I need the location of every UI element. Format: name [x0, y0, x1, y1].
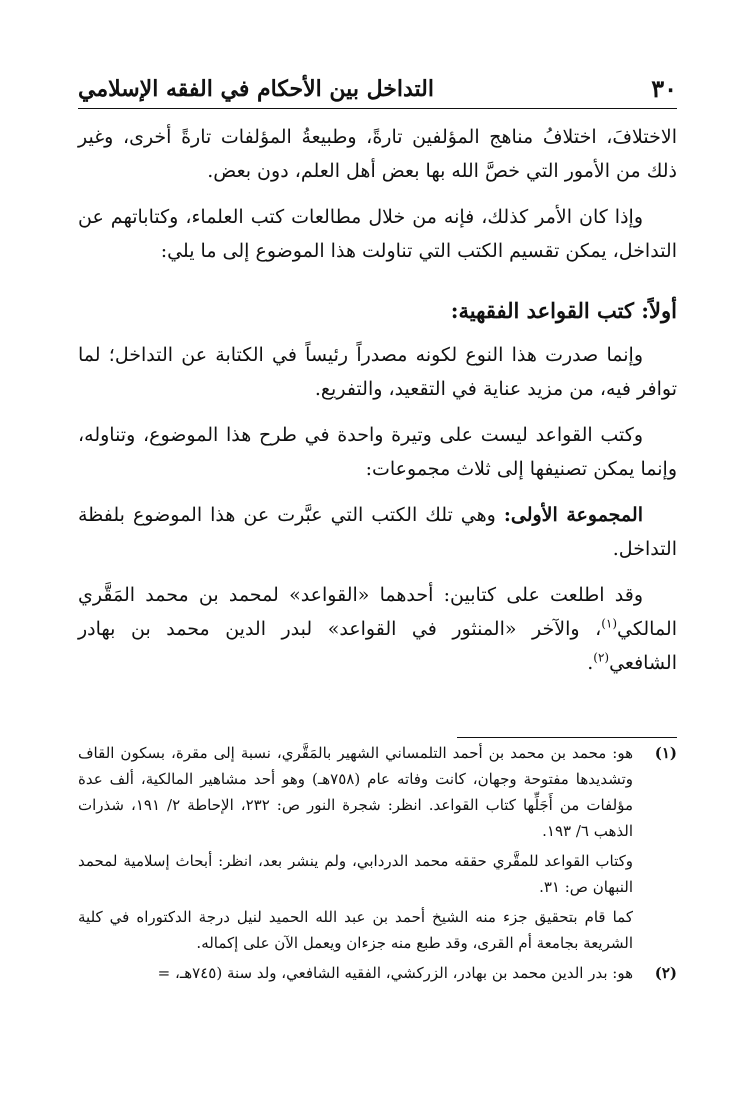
paragraph-2: وإذا كان الأمر كذلك، فإنه من خلال مطالعات كتب العلماء، وكتاباتهم عن التداخل، يمكن تقسيم الكتب التي تناولت هذا الموضوع إلى ما يلي:: [78, 206, 677, 262]
paragraph-6-part-a: وقد اطلعت على كتابين: أحدهما «القواعد» لمحمد بن محمد المَقَّري المالكي: [78, 584, 677, 640]
footnote-1-number: (١): [654, 744, 677, 762]
footnote-1: [78, 740, 677, 844]
group-label: المجموعة الأولى:: [503, 504, 643, 526]
running-title: التداخل بين الأحكام في الفقه الإسلامي: [78, 76, 434, 102]
footnote-1-continuation-1: وكتاب القواعد للمقَّري حققه محمد الدردابي، ولم ينشر بعد، انظر: أبحاث إسلامية لمحمد النبهان ص: ٣١.: [78, 852, 633, 896]
paragraph-4: وكتب القواعد ليست على وتيرة واحدة في طرح هذا الموضوع، وتناوله، وإنما يمكن تصنيفها إلى ثلاث مجموعات:: [78, 424, 677, 480]
paragraph-6: [78, 578, 677, 680]
footnote-2: [78, 960, 677, 986]
footnote-2-number: (٢): [654, 964, 677, 982]
page-header: [78, 68, 677, 108]
paragraph-6-part-b: ، والآخر «المنثور في القواعد» لبدر الدين محمد بن بهادر الشافعي: [78, 618, 677, 674]
footnote-2-text: هو: بدر الدين محمد بن بهادر، الزركشي، الفقيه الشافعي، ولد سنة (٧٤٥هـ، =: [157, 964, 633, 982]
footnote-1-continuation-2: كما قام بتحقيق جزء منه الشيخ أحمد بن عبد الله الحميد لنيل درجة الدكتوراه في كلية الشريعة بجامعة أم القرى، وقد طبع منه جزءان ويعمل الآن على إكماله.: [78, 908, 633, 952]
footnote-separator: [457, 737, 677, 738]
page-number: ٣٠: [651, 74, 677, 103]
footnote-1-text: هو: محمد بن محمد بن أحمد التلمساني الشهير بالمَقَّري، نسبة إلى مقرة، بسكون القاف وتشديدها مفتوحة وجهان، كانت وفاته عام (٧٥٨هـ) وهو أحد مشاهير المالكية، ألف عدة مؤلفات من أَجَلِّها كتاب القواعد. انظر: شجرة النور ص: ٢٣٢، الإحاطة ٢/ ١٩١، شذرات الذهب ٦/ ١٩٣.: [78, 744, 633, 840]
paragraph-5-text: وهي تلك الكتب التي عبَّرت عن هذا الموضوع بلفظة التداخل.: [78, 504, 677, 560]
header-rule: [78, 108, 677, 109]
paragraph-3: وإنما صدرت هذا النوع لكونه مصدراً رئيساً في الكتابة عن التداخل؛ لما توافر فيه، من مزيد عناية في التقعيد، والتفريع.: [78, 344, 677, 400]
paragraph-5: [78, 498, 677, 566]
paragraph-1: الاختلافَ، اختلافُ مناهج المؤلفين تارةً، وطبيعةُ المؤلفات تارةً أخرى، وغير ذلك من الأمور التي خصَّ الله بها بعض أهل العلم، دون بعض.: [78, 126, 677, 182]
footnote-ref-1[interactable]: (١): [601, 616, 618, 631]
footnote-ref-2[interactable]: (٢): [593, 650, 610, 665]
footnotes: [78, 740, 677, 990]
section-heading: أولاً: كتب القواعد الفقهية:: [450, 298, 677, 323]
main-text: [78, 120, 677, 692]
paragraph-6-part-c: .: [587, 652, 594, 674]
